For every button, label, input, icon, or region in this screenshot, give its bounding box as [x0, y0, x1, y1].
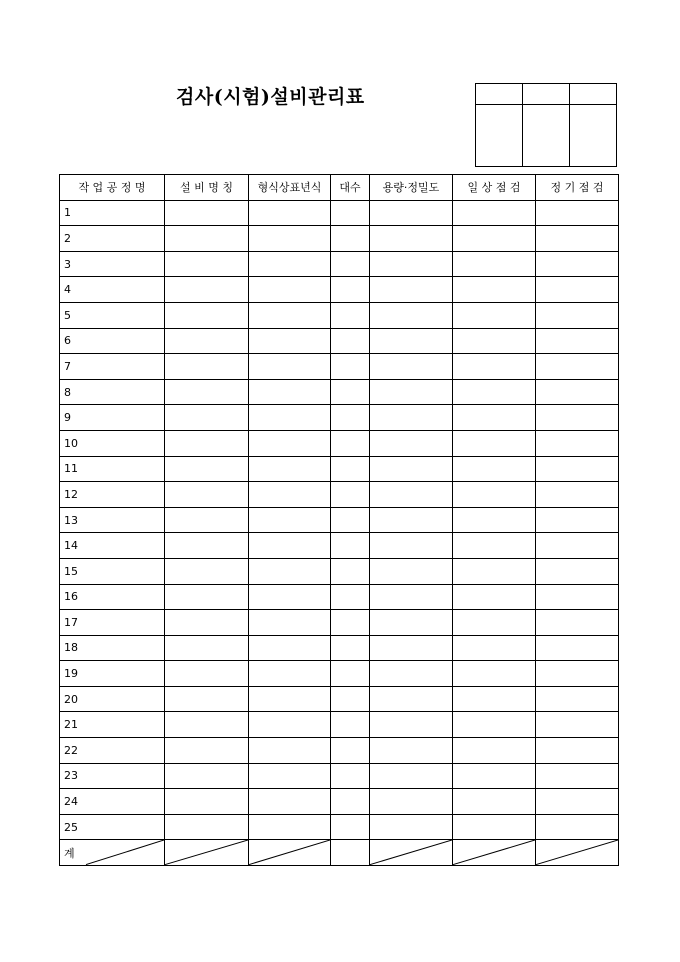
equipment-name-cell[interactable]: [165, 635, 249, 661]
periodic-inspection-cell[interactable]: [536, 482, 619, 508]
model-cell[interactable]: [249, 354, 331, 380]
daily-inspection-cell[interactable]: [453, 226, 536, 252]
table-row: [60, 789, 619, 815]
header-periodic-inspection: 정 기 점 검: [536, 175, 619, 201]
equipment-name-cell[interactable]: [165, 661, 249, 687]
quantity-cell[interactable]: [331, 635, 370, 661]
row-number: 11: [60, 456, 165, 482]
quantity-cell[interactable]: [331, 482, 370, 508]
equipment-name-cell[interactable]: [165, 430, 249, 456]
quantity-cell[interactable]: [331, 533, 370, 559]
capacity-cell[interactable]: [370, 226, 453, 252]
daily-inspection-cell[interactable]: [453, 584, 536, 610]
periodic-inspection-cell[interactable]: [536, 251, 619, 277]
row-number: 24: [60, 789, 165, 815]
total-model-cell: [249, 840, 331, 866]
quantity-cell[interactable]: [331, 430, 370, 456]
quantity-cell[interactable]: [331, 814, 370, 840]
periodic-inspection-cell[interactable]: [536, 226, 619, 252]
equipment-name-cell[interactable]: [165, 226, 249, 252]
capacity-cell[interactable]: [370, 635, 453, 661]
row-number: 17: [60, 610, 165, 636]
equipment-name-cell[interactable]: [165, 405, 249, 431]
periodic-inspection-cell[interactable]: [536, 558, 619, 584]
row-number: 8: [60, 379, 165, 405]
row-number: 1: [60, 200, 165, 226]
table-row: [60, 200, 619, 226]
periodic-inspection-cell[interactable]: [536, 789, 619, 815]
diagonal-strike: [453, 840, 535, 865]
approval-header-cell[interactable]: [523, 84, 570, 105]
model-cell[interactable]: [249, 712, 331, 738]
capacity-cell[interactable]: [370, 456, 453, 482]
capacity-cell[interactable]: [370, 610, 453, 636]
daily-inspection-cell[interactable]: [453, 328, 536, 354]
table-row: [60, 328, 619, 354]
periodic-inspection-cell[interactable]: [536, 456, 619, 482]
row-number: 19: [60, 661, 165, 687]
quantity-cell[interactable]: [331, 354, 370, 380]
capacity-cell[interactable]: [370, 482, 453, 508]
row-number: 15: [60, 558, 165, 584]
daily-inspection-cell[interactable]: [453, 814, 536, 840]
daily-inspection-cell[interactable]: [453, 251, 536, 277]
capacity-cell[interactable]: [370, 558, 453, 584]
periodic-inspection-cell[interactable]: [536, 302, 619, 328]
table-row: [60, 763, 619, 789]
row-number: 22: [60, 738, 165, 764]
table-row: [60, 686, 619, 712]
quantity-cell[interactable]: [331, 584, 370, 610]
row-number: 13: [60, 507, 165, 533]
quantity-cell[interactable]: [331, 405, 370, 431]
periodic-inspection-cell[interactable]: [536, 661, 619, 687]
periodic-inspection-cell[interactable]: [536, 379, 619, 405]
table-row: [60, 405, 619, 431]
table-row: [60, 558, 619, 584]
equipment-name-cell[interactable]: [165, 354, 249, 380]
capacity-cell[interactable]: [370, 405, 453, 431]
row-number: 3: [60, 251, 165, 277]
periodic-inspection-cell[interactable]: [536, 635, 619, 661]
periodic-inspection-cell[interactable]: [536, 533, 619, 559]
equipment-name-cell[interactable]: [165, 814, 249, 840]
daily-inspection-cell[interactable]: [453, 405, 536, 431]
equipment-name-cell[interactable]: [165, 610, 249, 636]
row-number: 10: [60, 430, 165, 456]
capacity-cell[interactable]: [370, 712, 453, 738]
daily-inspection-cell[interactable]: [453, 789, 536, 815]
header-quantity: 대수: [331, 175, 370, 201]
capacity-cell[interactable]: [370, 251, 453, 277]
periodic-inspection-cell[interactable]: [536, 738, 619, 764]
periodic-inspection-cell[interactable]: [536, 712, 619, 738]
model-cell[interactable]: [249, 738, 331, 764]
equipment-name-cell[interactable]: [165, 712, 249, 738]
periodic-inspection-cell[interactable]: [536, 405, 619, 431]
capacity-cell[interactable]: [370, 328, 453, 354]
quantity-cell[interactable]: [331, 226, 370, 252]
model-cell[interactable]: [249, 686, 331, 712]
periodic-inspection-cell[interactable]: [536, 354, 619, 380]
approval-box: [475, 83, 617, 167]
table-row: [60, 277, 619, 303]
total-daily-inspection-cell: [453, 840, 536, 866]
diagonal-strike: [60, 840, 164, 865]
quantity-cell[interactable]: [331, 661, 370, 687]
model-cell[interactable]: [249, 814, 331, 840]
capacity-cell[interactable]: [370, 763, 453, 789]
table-row: [60, 507, 619, 533]
quantity-cell[interactable]: [331, 456, 370, 482]
daily-inspection-cell[interactable]: [453, 430, 536, 456]
model-cell[interactable]: [249, 533, 331, 559]
quantity-cell[interactable]: [331, 251, 370, 277]
periodic-inspection-cell[interactable]: [536, 814, 619, 840]
equipment-name-cell[interactable]: [165, 379, 249, 405]
equipment-name-cell[interactable]: [165, 277, 249, 303]
diagonal-strike: [249, 840, 330, 865]
table-row: [60, 635, 619, 661]
model-cell[interactable]: [249, 277, 331, 303]
table-row: [60, 814, 619, 840]
diagonal-strike: [536, 840, 618, 865]
model-cell[interactable]: [249, 482, 331, 508]
periodic-inspection-cell[interactable]: [536, 277, 619, 303]
diagonal-strike: [165, 840, 248, 865]
model-cell[interactable]: [249, 507, 331, 533]
model-cell[interactable]: [249, 635, 331, 661]
table-row: [60, 610, 619, 636]
capacity-cell[interactable]: [370, 379, 453, 405]
capacity-cell[interactable]: [370, 814, 453, 840]
approval-sign-cell[interactable]: [570, 105, 617, 167]
header-row: [60, 175, 619, 201]
quantity-cell[interactable]: [331, 328, 370, 354]
daily-inspection-cell[interactable]: [453, 354, 536, 380]
daily-inspection-cell[interactable]: [453, 456, 536, 482]
total-label: 계: [64, 846, 75, 860]
model-cell[interactable]: [249, 405, 331, 431]
row-number: 25: [60, 814, 165, 840]
row-number: 21: [60, 712, 165, 738]
header-process-name: 작 업 공 정 명: [60, 175, 165, 201]
table-row: [60, 251, 619, 277]
row-number: 9: [60, 405, 165, 431]
daily-inspection-cell[interactable]: [453, 200, 536, 226]
model-cell[interactable]: [249, 789, 331, 815]
approval-header-cell[interactable]: [570, 84, 617, 105]
table-row: [60, 584, 619, 610]
periodic-inspection-cell[interactable]: [536, 430, 619, 456]
diagonal-strike: [370, 840, 452, 865]
total-quantity-cell[interactable]: [331, 840, 370, 866]
document-title: 검사(시험)설비관리표: [176, 86, 365, 108]
quantity-cell[interactable]: [331, 610, 370, 636]
capacity-cell[interactable]: [370, 533, 453, 559]
daily-inspection-cell[interactable]: [453, 635, 536, 661]
daily-inspection-cell[interactable]: [453, 302, 536, 328]
equipment-name-cell[interactable]: [165, 789, 249, 815]
approval-sign-cell[interactable]: [523, 105, 570, 167]
capacity-cell[interactable]: [370, 200, 453, 226]
model-cell[interactable]: [249, 226, 331, 252]
equipment-name-cell[interactable]: [165, 686, 249, 712]
table-row: [60, 738, 619, 764]
quantity-cell[interactable]: [331, 302, 370, 328]
equipment-name-cell[interactable]: [165, 584, 249, 610]
daily-inspection-cell[interactable]: [453, 482, 536, 508]
model-cell[interactable]: [249, 456, 331, 482]
daily-inspection-cell[interactable]: [453, 661, 536, 687]
quantity-cell[interactable]: [331, 789, 370, 815]
model-cell[interactable]: [249, 584, 331, 610]
daily-inspection-cell[interactable]: [453, 277, 536, 303]
daily-inspection-cell[interactable]: [453, 379, 536, 405]
quantity-cell[interactable]: [331, 200, 370, 226]
capacity-cell[interactable]: [370, 277, 453, 303]
row-number: 20: [60, 686, 165, 712]
approval-sign-cell[interactable]: [476, 105, 523, 167]
table-row: [60, 354, 619, 380]
row-number: 18: [60, 635, 165, 661]
model-cell[interactable]: [249, 763, 331, 789]
quantity-cell[interactable]: [331, 507, 370, 533]
table-row: [60, 430, 619, 456]
row-number: 2: [60, 226, 165, 252]
equipment-name-cell[interactable]: [165, 328, 249, 354]
periodic-inspection-cell[interactable]: [536, 328, 619, 354]
total-periodic-inspection-cell: [536, 840, 619, 866]
equipment-name-cell[interactable]: [165, 558, 249, 584]
model-cell[interactable]: [249, 200, 331, 226]
model-cell[interactable]: [249, 302, 331, 328]
row-number: 23: [60, 763, 165, 789]
capacity-cell[interactable]: [370, 584, 453, 610]
quantity-cell[interactable]: [331, 277, 370, 303]
equipment-name-cell[interactable]: [165, 251, 249, 277]
daily-inspection-cell[interactable]: [453, 533, 536, 559]
daily-inspection-cell[interactable]: [453, 610, 536, 636]
row-number: 14: [60, 533, 165, 559]
capacity-cell[interactable]: [370, 302, 453, 328]
model-cell[interactable]: [249, 661, 331, 687]
periodic-inspection-cell[interactable]: [536, 584, 619, 610]
quantity-cell[interactable]: [331, 712, 370, 738]
table-row: [60, 661, 619, 687]
row-number: 7: [60, 354, 165, 380]
daily-inspection-cell[interactable]: [453, 507, 536, 533]
equipment-table: [59, 174, 619, 866]
table-row: [60, 302, 619, 328]
capacity-cell[interactable]: [370, 430, 453, 456]
total-label-cell: [60, 840, 165, 866]
header-capacity-precision: 용량·정밀도: [370, 175, 453, 201]
model-cell[interactable]: [249, 610, 331, 636]
quantity-cell[interactable]: [331, 558, 370, 584]
table-row: [60, 456, 619, 482]
row-number: 12: [60, 482, 165, 508]
daily-inspection-cell[interactable]: [453, 558, 536, 584]
capacity-cell[interactable]: [370, 738, 453, 764]
row-number: 16: [60, 584, 165, 610]
header-equipment-name: 설 비 명 칭: [165, 175, 249, 201]
quantity-cell[interactable]: [331, 686, 370, 712]
equipment-name-cell[interactable]: [165, 763, 249, 789]
model-cell[interactable]: [249, 430, 331, 456]
model-cell[interactable]: [249, 251, 331, 277]
quantity-cell[interactable]: [331, 738, 370, 764]
approval-header-cell[interactable]: [476, 84, 523, 105]
table-row: [60, 533, 619, 559]
capacity-cell[interactable]: [370, 507, 453, 533]
periodic-inspection-cell[interactable]: [536, 610, 619, 636]
quantity-cell[interactable]: [331, 379, 370, 405]
daily-inspection-cell[interactable]: [453, 738, 536, 764]
table-row: [60, 379, 619, 405]
equipment-name-cell[interactable]: [165, 456, 249, 482]
daily-inspection-cell[interactable]: [453, 712, 536, 738]
row-number: 6: [60, 328, 165, 354]
daily-inspection-cell[interactable]: [453, 686, 536, 712]
model-cell[interactable]: [249, 379, 331, 405]
periodic-inspection-cell[interactable]: [536, 200, 619, 226]
periodic-inspection-cell[interactable]: [536, 763, 619, 789]
row-number: 4: [60, 277, 165, 303]
capacity-cell[interactable]: [370, 661, 453, 687]
capacity-cell[interactable]: [370, 354, 453, 380]
periodic-inspection-cell[interactable]: [536, 686, 619, 712]
equipment-name-cell[interactable]: [165, 533, 249, 559]
table-row: [60, 482, 619, 508]
total-row: [60, 840, 619, 866]
capacity-cell[interactable]: [370, 789, 453, 815]
table-row: [60, 226, 619, 252]
periodic-inspection-cell[interactable]: [536, 507, 619, 533]
daily-inspection-cell[interactable]: [453, 763, 536, 789]
header-model-brand-year: 형식상표년식: [249, 175, 331, 201]
equipment-name-cell[interactable]: [165, 507, 249, 533]
header-daily-inspection: 일 상 점 검: [453, 175, 536, 201]
equipment-name-cell[interactable]: [165, 200, 249, 226]
total-equipment-name-cell: [165, 840, 249, 866]
total-capacity-cell: [370, 840, 453, 866]
equipment-name-cell[interactable]: [165, 738, 249, 764]
model-cell[interactable]: [249, 328, 331, 354]
equipment-name-cell[interactable]: [165, 302, 249, 328]
quantity-cell[interactable]: [331, 763, 370, 789]
equipment-name-cell[interactable]: [165, 482, 249, 508]
table-row: [60, 712, 619, 738]
capacity-cell[interactable]: [370, 686, 453, 712]
row-number: 5: [60, 302, 165, 328]
model-cell[interactable]: [249, 558, 331, 584]
